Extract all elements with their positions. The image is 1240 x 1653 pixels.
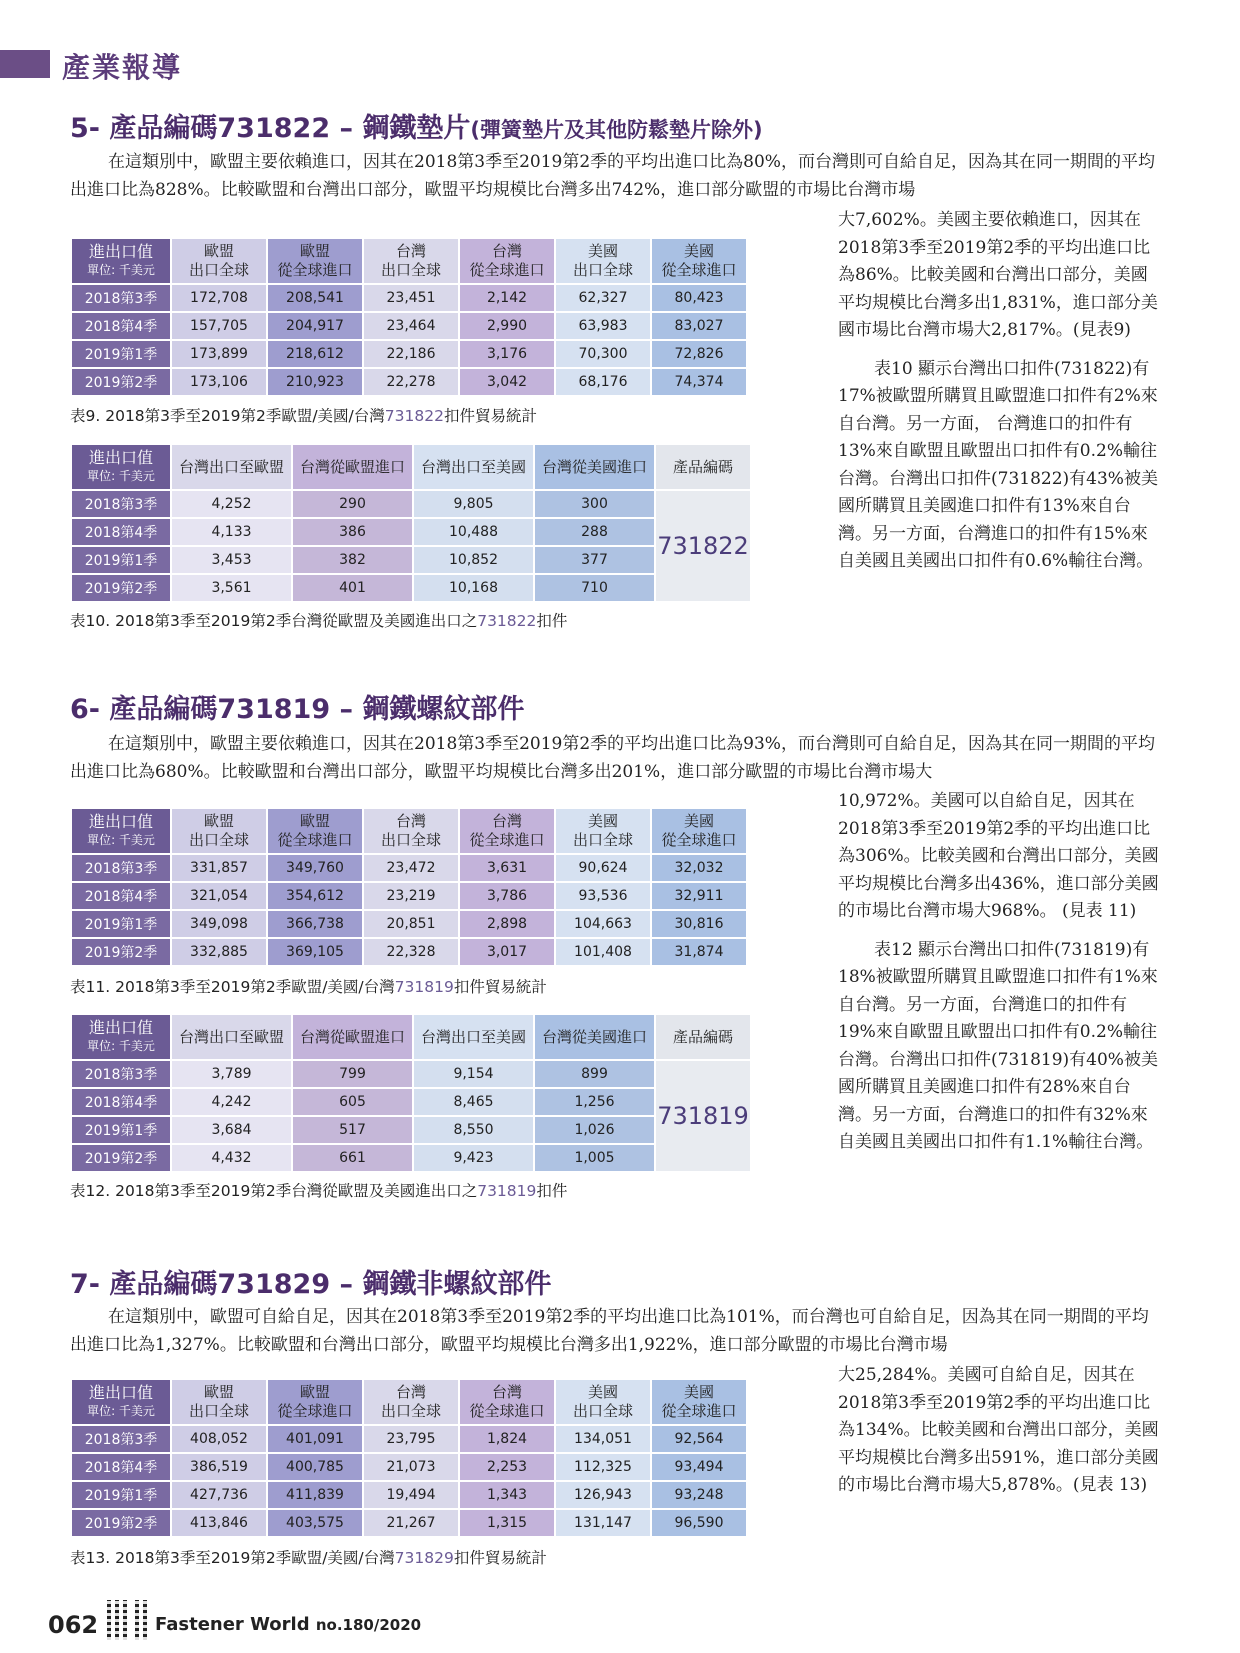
row-label: 2019第2季 (72, 939, 170, 965)
table-cell: 3,017 (460, 939, 554, 965)
section-5-title (70, 106, 763, 145)
table-cell: 23,472 (364, 855, 458, 881)
table-cell: 2,142 (460, 285, 554, 311)
column-header: 台灣從美國進口 (535, 445, 654, 489)
table-cell: 899 (535, 1061, 654, 1087)
column-header-flow: 從全球進口 (661, 261, 737, 279)
table-cell: 377 (535, 547, 654, 573)
table-row (72, 855, 746, 881)
table-cell: 3,789 (172, 1061, 291, 1087)
table-cell: 30,816 (652, 911, 746, 937)
table-cell: 799 (293, 1061, 412, 1087)
column-header (364, 809, 458, 853)
table-cell: 21,073 (364, 1454, 458, 1480)
column-header-region: 美國 (587, 242, 618, 260)
table-11 (70, 807, 748, 967)
section-6-side-text-1: 10,972%。美國可以自給自足，因其在2018第3季至2019第2季的平均出進口比為306%。比較美國和台灣出口部分，美國平均規模比台灣多出436%，進口部分美國的市場比台灣市場大968%。 (見表 11) (838, 791, 1159, 921)
page-number: 062 (48, 1611, 99, 1639)
column-header-region: 台灣 (491, 812, 522, 830)
column-header (652, 1380, 746, 1424)
table-cell: 22,328 (364, 939, 458, 965)
column-header-region: 台灣 (491, 1383, 522, 1401)
column-header: 台灣從歐盟進口 (293, 1015, 412, 1059)
table-10-caption: 表10. 2018第3季至2019第2季台灣從歐盟及美國進出口之731822扣件 (70, 612, 568, 630)
header-unit-label: 單位: 千美元 (87, 263, 155, 277)
table-cell: 400,785 (268, 1454, 362, 1480)
table-12 (70, 1013, 752, 1173)
column-header-flow: 出口全球 (572, 261, 633, 279)
table-cell: 2,898 (460, 911, 554, 937)
table-row (72, 1482, 746, 1508)
column-header-flow: 出口全球 (572, 1402, 633, 1420)
table-row (72, 575, 750, 601)
section-6-side-text (838, 788, 1161, 1157)
table-cell: 401 (293, 575, 412, 601)
header-unit-cell (72, 239, 170, 283)
table-cell: 3,453 (172, 547, 291, 573)
row-label: 2019第1季 (72, 341, 170, 367)
section-6-side-text-2: 表12 顯示台灣出口扣件(731819)有18%被歐盟所購買且歐盟進口扣件有1%來自台灣。另一方面，台灣進口的扣件有19%來自歐盟且歐盟出口扣件有0.2%輸往台灣。台灣出口扣件(731819)有40%被美國所購買且美國進口扣件有28%來自台灣。另一方面，台灣進口的扣件有32%來自美國且美國出口扣件有1.1%輸往台灣。 (838, 939, 1158, 1152)
column-header-flow: 從全球進口 (661, 831, 737, 849)
row-label: 2019第2季 (72, 1510, 170, 1536)
section-7-title: 7- 產品編碼731829 – 鋼鐵非螺紋部件 (70, 1269, 552, 1300)
table-cell: 72,826 (652, 341, 746, 367)
table-cell: 386,519 (172, 1454, 266, 1480)
table-cell: 2,990 (460, 313, 554, 339)
table-cell: 92,564 (652, 1426, 746, 1452)
table-13-caption: 表13. 2018第3季至2019第2季歐盟/美國/台灣731829扣件貿易統計 (70, 1549, 547, 1567)
column-header (172, 809, 266, 853)
table-cell: 23,795 (364, 1426, 458, 1452)
table-cell: 20,851 (364, 911, 458, 937)
column-header-flow: 從全球進口 (469, 261, 545, 279)
table-cell: 411,839 (268, 1482, 362, 1508)
row-label: 2018第4季 (72, 313, 170, 339)
table-cell: 104,663 (556, 911, 650, 937)
table-cell: 218,612 (268, 341, 362, 367)
table-cell: 131,147 (556, 1510, 650, 1536)
column-header (460, 239, 554, 283)
column-header: 台灣出口至美國 (414, 1015, 533, 1059)
column-header-flow: 出口全球 (188, 261, 249, 279)
column-header-flow: 從全球進口 (469, 1402, 545, 1420)
table-cell: 23,451 (364, 285, 458, 311)
section-6-title: 6- 產品編碼731819 – 鋼鐵螺紋部件 (70, 694, 525, 725)
section-6-paragraph: 在這類別中，歐盟主要依賴進口，因其在2018第3季至2019第2季的平均出進口比為93%，而台灣則可自給自足，因為其在同一期間的平均出進口比為680%。比較歐盟和台灣出口部分，歐盟平均規模比台灣多出201%，進口部分歐盟的市場比台灣市場大 (70, 734, 1155, 782)
table-cell: 354,612 (268, 883, 362, 909)
table-cell: 9,423 (414, 1145, 533, 1171)
column-header-flow: 從全球進口 (277, 261, 353, 279)
column-header-region: 歐盟 (203, 1383, 234, 1401)
table-cell: 401,091 (268, 1426, 362, 1452)
table-cell: 32,911 (652, 883, 746, 909)
table-row (72, 491, 750, 517)
row-label: 2019第2季 (72, 369, 170, 395)
table-row (72, 883, 746, 909)
table-cell: 172,708 (172, 285, 266, 311)
column-header-region: 歐盟 (203, 812, 234, 830)
row-label: 2019第1季 (72, 1482, 170, 1508)
table-cell: 74,374 (652, 369, 746, 395)
table-cell: 290 (293, 491, 412, 517)
row-label: 2018第3季 (72, 855, 170, 881)
column-header: 台灣出口至歐盟 (172, 1015, 291, 1059)
column-header: 產品編碼 (656, 445, 750, 489)
table-cell: 321,054 (172, 883, 266, 909)
table-9-caption: 表9. 2018第3季至2019第2季歐盟/美國/台灣731822扣件貿易統計 (70, 407, 537, 425)
section-5-paragraph: 在這類別中，歐盟主要依賴進口，因其在2018第3季至2019第2季的平均出進口比為80%，而台灣則可自給自足，因為其在同一期間的平均出進口比為828%。比較歐盟和台灣出口部分，歐盟平均規模比台灣多出742%，進口部分歐盟的市場比台灣市場 (70, 152, 1155, 200)
column-header-region: 台灣 (491, 242, 522, 260)
column-header-region: 美國 (683, 242, 714, 260)
header-unit-label: 單位: 千美元 (87, 833, 155, 847)
table-row (72, 1145, 750, 1171)
section-7-side-text (838, 1362, 1161, 1500)
table-cell: 83,027 (652, 313, 746, 339)
table-cell: 10,168 (414, 575, 533, 601)
column-header-flow: 從全球進口 (277, 1402, 353, 1420)
table-cell: 10,852 (414, 547, 533, 573)
column-header: 台灣出口至歐盟 (172, 445, 291, 489)
column-header (268, 809, 362, 853)
table-row (72, 939, 746, 965)
column-header (364, 239, 458, 283)
column-header-flow: 出口全球 (572, 831, 633, 849)
header-unit-cell (72, 809, 170, 853)
table-cell: 349,098 (172, 911, 266, 937)
table-cell: 96,590 (652, 1510, 746, 1536)
table-cell: 23,464 (364, 313, 458, 339)
table-cell: 4,133 (172, 519, 291, 545)
table-row (72, 1061, 750, 1087)
row-label: 2019第1季 (72, 1117, 170, 1143)
table-cell: 93,494 (652, 1454, 746, 1480)
column-header (460, 1380, 554, 1424)
column-header: 台灣從美國進口 (535, 1015, 654, 1059)
table-cell: 134,051 (556, 1426, 650, 1452)
table-cell: 22,186 (364, 341, 458, 367)
section-5-subtitle: (彈簧墊片及其他防鬆墊片除外) (470, 118, 763, 142)
row-label: 2018第4季 (72, 1089, 170, 1115)
section-5-side-text (838, 207, 1161, 576)
table-cell: 1,005 (535, 1145, 654, 1171)
table-cell: 23,219 (364, 883, 458, 909)
table-cell: 382 (293, 547, 412, 573)
table-cell: 80,423 (652, 285, 746, 311)
column-header: 產品編碼 (656, 1015, 750, 1059)
table-13 (70, 1378, 748, 1538)
column-header-flow: 出口全球 (380, 1402, 441, 1420)
row-label: 2019第1季 (72, 547, 170, 573)
qr-code-icon[interactable] (107, 1600, 147, 1640)
product-code-cell: 731822 (656, 491, 750, 601)
table-cell: 2,253 (460, 1454, 554, 1480)
table-cell: 3,176 (460, 341, 554, 367)
header-unit-label: 單位: 千美元 (87, 1039, 155, 1053)
table-cell: 369,105 (268, 939, 362, 965)
row-label: 2018第4季 (72, 1454, 170, 1480)
column-header-flow: 出口全球 (188, 1402, 249, 1420)
column-header-flow: 從全球進口 (661, 1402, 737, 1420)
table-cell: 173,899 (172, 341, 266, 367)
table-cell: 331,857 (172, 855, 266, 881)
header-unit-title: 進出口值 (88, 1383, 153, 1402)
row-label: 2019第1季 (72, 911, 170, 937)
table-cell: 90,624 (556, 855, 650, 881)
row-label: 2019第2季 (72, 1145, 170, 1171)
table-cell: 661 (293, 1145, 412, 1171)
magazine-name: Fastener World no.180/2020 (155, 1614, 422, 1635)
table-cell: 101,408 (556, 939, 650, 965)
table-cell: 408,052 (172, 1426, 266, 1452)
table-cell: 1,315 (460, 1510, 554, 1536)
column-header-flow: 從全球進口 (469, 831, 545, 849)
table-cell: 63,983 (556, 313, 650, 339)
table-10 (70, 443, 752, 603)
row-label: 2019第2季 (72, 575, 170, 601)
table-cell: 9,805 (414, 491, 533, 517)
table-cell: 300 (535, 491, 654, 517)
table-cell: 208,541 (268, 285, 362, 311)
column-header-region: 歐盟 (299, 812, 330, 830)
table-cell: 1,343 (460, 1482, 554, 1508)
table-cell: 62,327 (556, 285, 650, 311)
column-header (556, 1380, 650, 1424)
table-row (72, 519, 750, 545)
table-cell: 403,575 (268, 1510, 362, 1536)
column-header (652, 809, 746, 853)
table-cell: 3,042 (460, 369, 554, 395)
header-unit-title: 進出口值 (88, 812, 153, 831)
row-label: 2018第3季 (72, 1426, 170, 1452)
row-label: 2018第3季 (72, 1061, 170, 1087)
column-header-region: 台灣 (395, 1383, 426, 1401)
table-cell: 157,705 (172, 313, 266, 339)
product-code-cell: 731819 (656, 1061, 750, 1171)
column-header: 台灣從歐盟進口 (293, 445, 412, 489)
row-label: 2018第3季 (72, 285, 170, 311)
column-header-region: 台灣 (395, 242, 426, 260)
column-header-flow: 從全球進口 (277, 831, 353, 849)
table-row (72, 1089, 750, 1115)
row-label: 2018第4季 (72, 883, 170, 909)
table-cell: 3,561 (172, 575, 291, 601)
table-row (72, 313, 746, 339)
header-unit-cell (72, 445, 170, 489)
table-cell: 1,026 (535, 1117, 654, 1143)
section-5-title-main: 5- 產品編碼731822 – 鋼鐵墊片 (70, 113, 471, 144)
table-row (72, 341, 746, 367)
table-cell: 4,432 (172, 1145, 291, 1171)
table-cell: 22,278 (364, 369, 458, 395)
table-row (72, 1426, 746, 1452)
column-header (556, 809, 650, 853)
section-5-side-text-2: 表10 顯示台灣出口扣件(731822)有17%被歐盟所購買且歐盟進口扣件有2%來自台灣。另一方面， 台灣進口的扣件有13%來自歐盟且歐盟出口扣件有0.2%輸往台灣。台灣出口扣件(731822)有43%被美國所購買且美國進口扣件有13%來自台灣。另一方面，台灣進口的扣件有15%來自美國且美國出口扣件有0.6%輸往台灣。 (838, 358, 1158, 571)
table-cell: 112,325 (556, 1454, 650, 1480)
table-cell: 517 (293, 1117, 412, 1143)
table-cell: 93,536 (556, 883, 650, 909)
table-cell: 32,032 (652, 855, 746, 881)
column-header-flow: 出口全球 (188, 831, 249, 849)
header-accent-bar (0, 50, 50, 78)
column-header-flow: 出口全球 (380, 831, 441, 849)
column-header-region: 美國 (683, 1383, 714, 1401)
table-9 (70, 237, 748, 397)
column-header (556, 239, 650, 283)
table-cell: 10,488 (414, 519, 533, 545)
table-row (72, 911, 746, 937)
table-cell: 3,684 (172, 1117, 291, 1143)
row-label: 2018第3季 (72, 491, 170, 517)
table-cell: 427,736 (172, 1482, 266, 1508)
row-label: 2018第4季 (72, 519, 170, 545)
table-cell: 3,631 (460, 855, 554, 881)
table-cell: 204,917 (268, 313, 362, 339)
table-cell: 31,874 (652, 939, 746, 965)
header-unit-cell (72, 1380, 170, 1424)
column-header-region: 歐盟 (203, 242, 234, 260)
table-cell: 8,550 (414, 1117, 533, 1143)
table-cell: 173,106 (172, 369, 266, 395)
header-unit-title: 進出口值 (88, 1018, 153, 1037)
column-header-region: 歐盟 (299, 1383, 330, 1401)
table-cell: 386 (293, 519, 412, 545)
table-cell: 349,760 (268, 855, 362, 881)
table-cell: 1,256 (535, 1089, 654, 1115)
table-12-caption: 表12. 2018第3季至2019第2季台灣從歐盟及美國進出口之731819扣件 (70, 1182, 568, 1200)
column-header (364, 1380, 458, 1424)
table-row (72, 285, 746, 311)
table-cell: 21,267 (364, 1510, 458, 1536)
table-11-caption: 表11. 2018第3季至2019第2季歐盟/美國/台灣731819扣件貿易統計 (70, 978, 547, 996)
column-header (268, 1380, 362, 1424)
table-cell: 413,846 (172, 1510, 266, 1536)
table-row (72, 1510, 746, 1536)
table-row (72, 1454, 746, 1480)
column-header (652, 239, 746, 283)
table-cell: 126,943 (556, 1482, 650, 1508)
page-header-title: 產業報導 (62, 51, 183, 84)
column-header (172, 239, 266, 283)
column-header-region: 美國 (587, 1383, 618, 1401)
table-cell: 8,465 (414, 1089, 533, 1115)
header-unit-title: 進出口值 (88, 242, 153, 261)
table-cell: 1,824 (460, 1426, 554, 1452)
table-cell: 332,885 (172, 939, 266, 965)
table-cell: 288 (535, 519, 654, 545)
column-header (172, 1380, 266, 1424)
table-row (72, 1117, 750, 1143)
table-cell: 70,300 (556, 341, 650, 367)
header-unit-title: 進出口值 (88, 448, 153, 467)
table-cell: 9,154 (414, 1061, 533, 1087)
column-header-flow: 出口全球 (380, 261, 441, 279)
section-7-paragraph: 在這類別中，歐盟可自給自足，因其在2018第3季至2019第2季的平均出進口比為101%，而台灣也可自給自足，因為其在同一期間的平均出進口比為1,327%。比較歐盟和台灣出口部分，歐盟平均規模比台灣多出1,922%，進口部分歐盟的市場比台灣市場 (70, 1307, 1149, 1355)
table-cell: 4,242 (172, 1089, 291, 1115)
table-cell: 710 (535, 575, 654, 601)
column-header (460, 809, 554, 853)
column-header (268, 239, 362, 283)
table-cell: 93,248 (652, 1482, 746, 1508)
column-header-region: 歐盟 (299, 242, 330, 260)
table-cell: 3,786 (460, 883, 554, 909)
header-unit-label: 單位: 千美元 (87, 469, 155, 483)
table-cell: 68,176 (556, 369, 650, 395)
table-cell: 605 (293, 1089, 412, 1115)
table-cell: 19,494 (364, 1482, 458, 1508)
table-cell: 366,738 (268, 911, 362, 937)
section-7-side-text-1: 大25,284%。美國可自給自足，因其在2018第3季至2019第2季的平均出進口比為134%。比較美國和台灣出口部分，美國平均規模比台灣多出591%，進口部分美國的市場比台灣市場大5,878%。(見表 13) (838, 1365, 1159, 1495)
column-header-region: 美國 (587, 812, 618, 830)
table-row (72, 547, 750, 573)
column-header: 台灣出口至美國 (414, 445, 533, 489)
column-header-region: 美國 (683, 812, 714, 830)
section-5-side-text-1: 大7,602%。美國主要依賴進口，因其在2018第3季至2019第2季的平均出進口比為86%。比較美國和台灣出口部分，美國平均規模比台灣多出1,831%，進口部分美國市場比台灣市場大2,817%。(見表9) (838, 210, 1158, 340)
table-row (72, 369, 746, 395)
table-cell: 210,923 (268, 369, 362, 395)
header-unit-cell (72, 1015, 170, 1059)
header-unit-label: 單位: 千美元 (87, 1404, 155, 1418)
table-cell: 4,252 (172, 491, 291, 517)
column-header-region: 台灣 (395, 812, 426, 830)
